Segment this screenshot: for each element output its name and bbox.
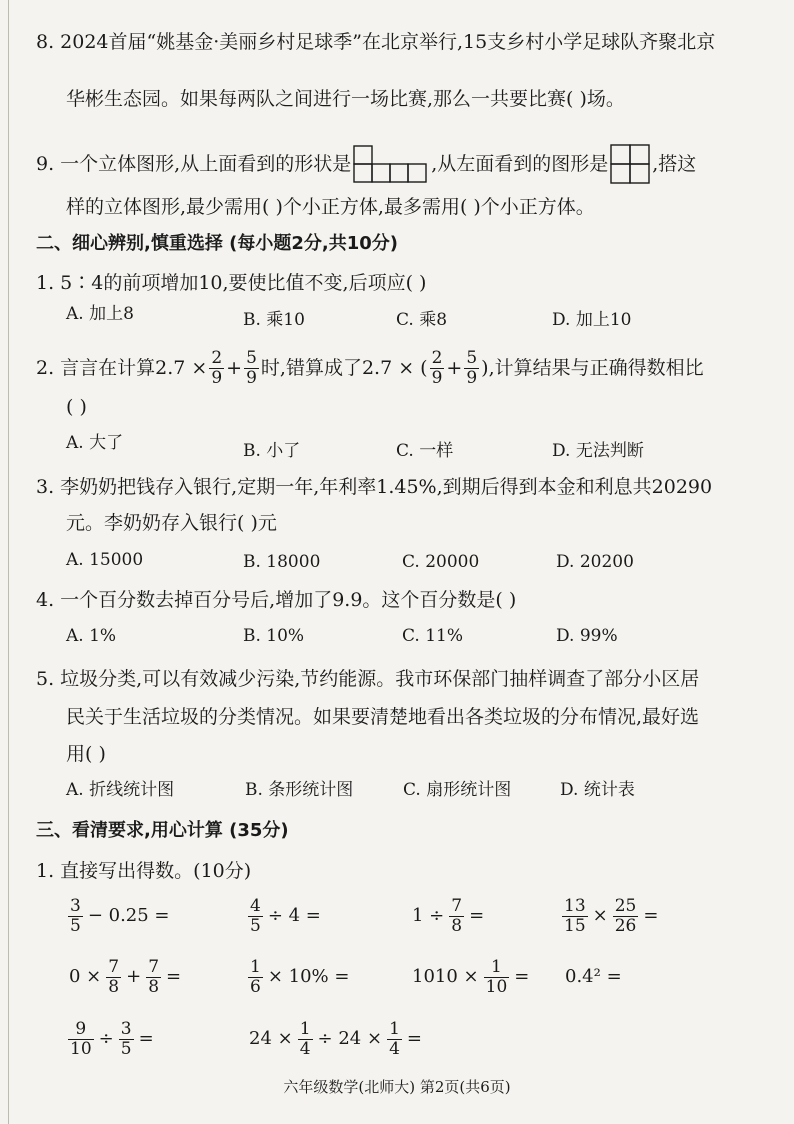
s2q5-line1: 5. 垃圾分类,可以有效减少污染,节约能源。我市环保部门抽样调查了部分小区居: [36, 668, 700, 690]
calc-pre: 1 ÷: [412, 905, 445, 926]
q8-line2: 华彬生态园。如果每两队之间进行一场比赛,那么一共要比赛( )场。: [66, 88, 625, 110]
frac-num: 2: [211, 347, 223, 368]
frac-den: 6: [250, 976, 261, 997]
s2q3-line1: 3. 李奶奶把钱存入银行,定期一年,年利率1.45%,到期后得到本金和利息共20290: [36, 476, 713, 498]
frac-num: 5: [466, 347, 478, 368]
fraction: [68, 897, 83, 936]
frac-den: 26: [614, 915, 637, 936]
calc-op: ÷: [98, 1028, 114, 1049]
fraction: [449, 897, 464, 936]
q9-part1: 9. 一个立体图形,从上面看到的形状是: [36, 153, 352, 175]
frac-num: 4: [250, 895, 261, 916]
s2q2-option-a: A. 大了: [66, 433, 124, 453]
s2q3-option-c: C. 20000: [402, 552, 480, 572]
frac-den: 5: [70, 915, 81, 936]
s2q2-mid: 时,错算成了2.7 × (: [260, 357, 428, 379]
s2q2-option-c: C. 一样: [396, 441, 454, 461]
frac-den: 5: [250, 915, 261, 936]
calc-pre: 24 ×: [249, 1028, 293, 1049]
top-view-figure: [353, 145, 429, 183]
frac-den: 8: [108, 976, 120, 997]
q9-line2: 样的立体图形,最少需用( )个小正方体,最多需用( )个小正方体。: [66, 196, 595, 218]
section3-title: 三、看清要求,用心计算 (35分): [36, 820, 289, 841]
s2q3-option-a: A. 15000: [66, 550, 144, 570]
frac-num: 25: [614, 895, 637, 916]
frac-den: 9: [246, 367, 257, 388]
calc-text: 0.4² =: [565, 966, 622, 987]
s2q4-option-a: A. 1%: [66, 626, 117, 646]
frac-num: 1: [250, 956, 261, 977]
s2q2-option-b: B. 小了: [243, 441, 301, 461]
frac-den: 9: [431, 367, 443, 388]
s2q3-line2: 元。李奶奶存入银行( )元: [66, 512, 277, 534]
frac-den: 10: [485, 976, 508, 997]
fraction: [484, 958, 510, 997]
frac-num: 7: [108, 956, 120, 977]
calc-pre: 0 ×: [69, 966, 102, 987]
s2q2-pre: 2. 言言在计算2.7 ×: [36, 357, 208, 379]
s2q5-line3: 用( ): [66, 743, 106, 765]
calc-item-4: [560, 895, 661, 937]
s2q5-option-d: D. 统计表: [560, 780, 635, 800]
q9-part3: ,搭这: [652, 153, 697, 175]
fraction: [613, 897, 639, 936]
s2q1-option-b: B. 乘10: [243, 310, 305, 330]
calc-item-8: [562, 956, 625, 998]
frac-den: 5: [120, 1038, 132, 1059]
fraction: [387, 1020, 402, 1059]
fraction: [298, 1020, 313, 1059]
calc-rest: =: [166, 966, 182, 987]
fraction: [68, 1020, 94, 1059]
frac-num: 1: [299, 1018, 311, 1039]
calc-item-7: [409, 956, 532, 998]
s2q4-option-c: C. 11%: [402, 626, 463, 646]
frac-num: 9: [68, 1020, 94, 1040]
s2q5-option-a: A. 折线统计图: [66, 780, 175, 800]
frac-den: 9: [466, 367, 478, 388]
frac-num: 3: [120, 1018, 132, 1039]
calc-item-9: [66, 1018, 157, 1060]
calc-rest: × 10% =: [267, 966, 350, 987]
fraction-2-9: [209, 349, 224, 388]
s2q3-option-b: B. 18000: [243, 552, 321, 572]
frac-num: 5: [246, 347, 257, 368]
page-edge-line: [8, 0, 9, 1124]
frac-den: 15: [564, 915, 586, 936]
fraction: [146, 958, 161, 997]
frac-num: 1: [484, 958, 510, 978]
s2q1-option-c: C. 乘8: [396, 310, 448, 330]
calc-item-1: [66, 895, 173, 937]
calc-rest: − 0.25 =: [87, 905, 170, 926]
calc-rest: ÷ 4 =: [267, 905, 321, 926]
fraction: [248, 897, 263, 936]
fraction: [562, 897, 588, 936]
plus-sign: +: [226, 357, 243, 379]
frac-den: 4: [389, 1038, 400, 1059]
left-view-figure: [610, 144, 650, 184]
page-footer: 六年级数学(北师大) 第2页(共6页): [283, 1078, 511, 1096]
calc-item-2: [246, 895, 324, 937]
calc-item-3: [409, 895, 487, 937]
s2q5-option-c: C. 扇形统计图: [403, 780, 512, 800]
s2q1-stem: 1. 5∶4的前项增加10,要使比值不变,后项应( ): [36, 272, 427, 294]
s2q2-stem: [36, 346, 704, 390]
frac-den: 8: [451, 915, 463, 936]
s2q2-post: ),计算结果与正确得数相比: [481, 357, 704, 379]
calc-pre: 1010 ×: [412, 966, 479, 987]
calc-rest: =: [643, 905, 659, 926]
calc-item-6: [246, 956, 352, 998]
calc-rest: =: [406, 1028, 422, 1049]
s2q2-option-d: D. 无法判断: [552, 441, 644, 461]
q9-part2: ,从左面看到的图形是: [431, 153, 609, 175]
section2-title: 二、细心辨别,慎重选择 (每小题2分,共10分): [36, 233, 398, 254]
s2q4-option-d: D. 99%: [556, 626, 618, 646]
q8-line1: 8. 2024首届“姚基金·美丽乡村足球季”在北京举行,15支乡村小学足球队齐聚北京: [36, 31, 716, 53]
calc-item-10: [246, 1018, 425, 1060]
frac-den: 4: [299, 1038, 311, 1059]
s2q4-stem: 4. 一个百分数去掉百分号后,增加了9.9。这个百分数是( ): [36, 589, 517, 611]
s2q1-option-d: D. 加上10: [552, 310, 632, 330]
s2q2-line2: ( ): [66, 396, 87, 418]
fraction-5-9: [244, 349, 259, 388]
calc-rest: =: [138, 1028, 154, 1049]
frac-num: 13: [564, 895, 586, 916]
fraction-2-9-b: [430, 349, 445, 388]
frac-den: 8: [148, 976, 160, 997]
frac-num: 7: [451, 895, 463, 916]
s2q5-option-b: B. 条形统计图: [245, 780, 354, 800]
s2q3-option-d: D. 20200: [556, 552, 634, 572]
s2q1-option-a: A. 加上8: [66, 304, 134, 324]
frac-num: 3: [70, 895, 81, 916]
fraction: [248, 958, 263, 997]
calc-rest: =: [469, 905, 485, 926]
calc-op: ×: [592, 905, 608, 926]
s3q1-stem: 1. 直接写出得数。(10分): [36, 860, 252, 882]
calc-rest: =: [514, 966, 530, 987]
s2q4-option-b: B. 10%: [243, 626, 305, 646]
frac-num: 2: [431, 347, 443, 368]
s2q5-line2: 民关于生活垃圾的分类情况。如果要清楚地看出各类垃圾的分布情况,最好选: [66, 706, 700, 728]
fraction: [106, 958, 121, 997]
calc-item-5: [66, 956, 184, 998]
fraction: [119, 1020, 134, 1059]
frac-num: 1: [389, 1018, 400, 1039]
frac-num: 7: [148, 956, 160, 977]
frac-den: 10: [70, 1038, 92, 1059]
plus-sign-2: +: [446, 357, 463, 379]
calc-mid: ÷ 24 ×: [317, 1028, 383, 1049]
frac-den: 9: [211, 367, 223, 388]
q9-line1: [36, 144, 696, 184]
fraction-5-9-b: [464, 349, 479, 388]
calc-op: +: [126, 966, 142, 987]
